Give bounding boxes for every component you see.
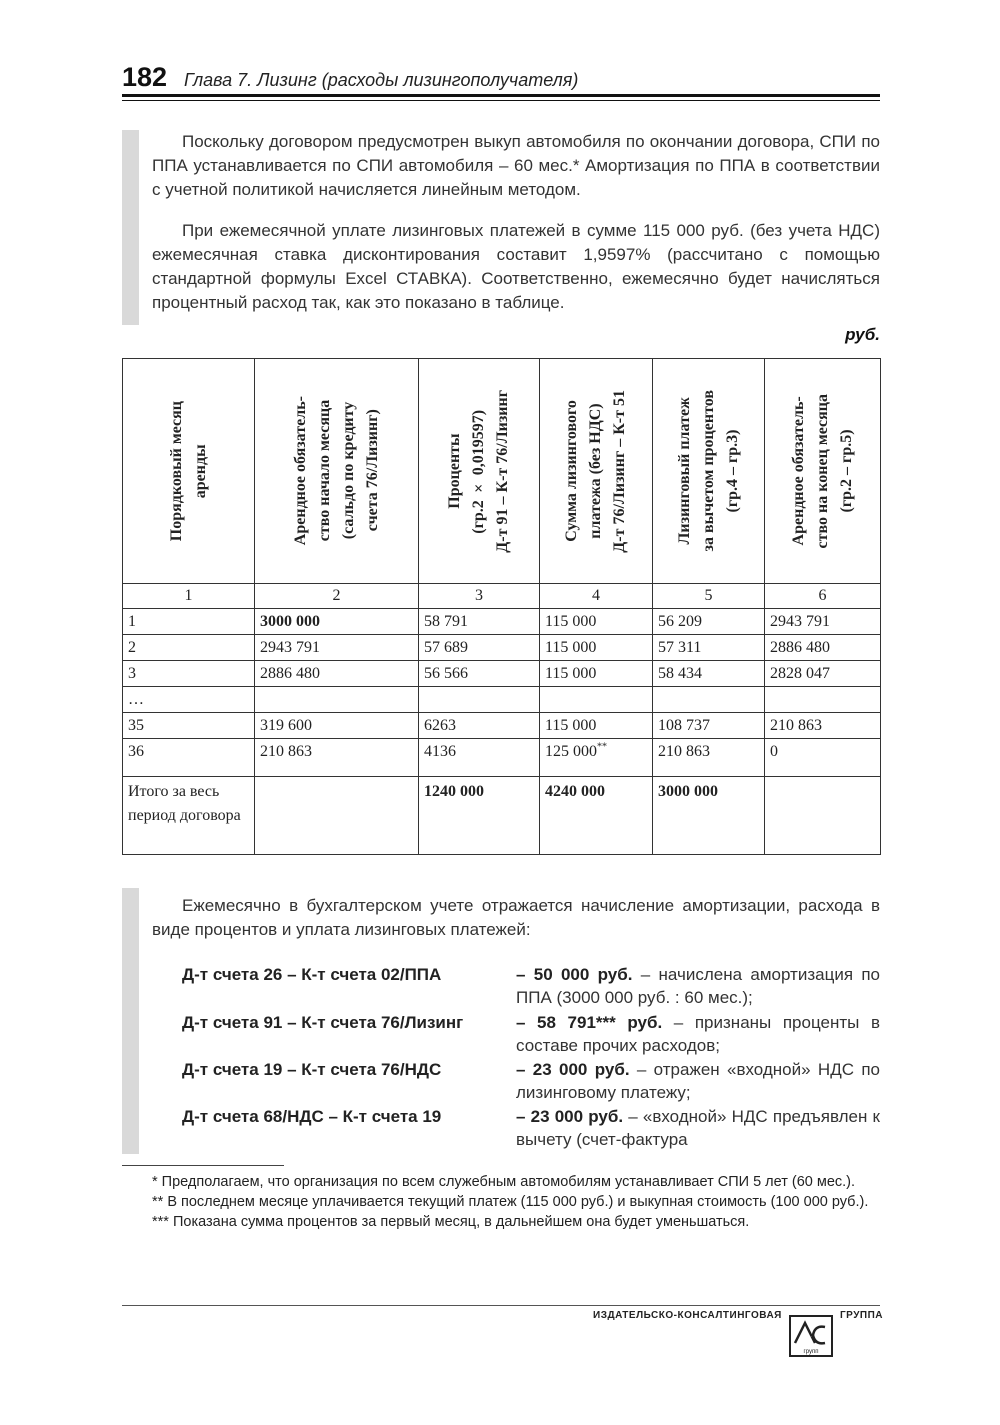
table-cell xyxy=(765,687,881,713)
table-row xyxy=(123,661,881,687)
total-row xyxy=(123,777,881,855)
table-cell: 319 600 xyxy=(255,713,419,739)
footnote-mark: ** xyxy=(597,741,607,753)
table-row xyxy=(123,687,881,713)
table-cell xyxy=(255,777,419,855)
entry-amount: – 50 000 руб. xyxy=(516,965,633,984)
column-number: 4 xyxy=(540,584,653,609)
entry-amount: – 23 000 руб. xyxy=(516,1107,624,1126)
column-number: 3 xyxy=(419,584,540,609)
entry-description xyxy=(516,1105,880,1151)
column-header: Лизинговый платеж за вычетом процентов (гр.4 – гр.3) xyxy=(653,359,765,584)
table-row xyxy=(123,739,881,777)
entry-amount: – 23 000 руб. xyxy=(516,1060,630,1079)
table-cell: 2 xyxy=(123,635,255,661)
table-cell: 57 689 xyxy=(419,635,540,661)
column-header: Порядковый месяц аренды xyxy=(123,359,255,584)
unit-label: руб. xyxy=(845,325,880,344)
publisher-label-right: ГРУППА xyxy=(840,1310,884,1321)
logo-text: АС xyxy=(810,1337,812,1338)
chapter-title: Глава 7. Лизинг (расходы лизингополучателя) xyxy=(184,70,579,90)
table-cell: 36 xyxy=(123,739,255,777)
table-row xyxy=(123,713,881,739)
header-rule-thin xyxy=(122,100,880,101)
column-number: 2 xyxy=(255,584,419,609)
table-cell xyxy=(653,687,765,713)
column-number: 1 xyxy=(123,584,255,609)
column-number: 5 xyxy=(653,584,765,609)
entry-text: – признаны проценты в составе прочих расходов; xyxy=(516,1013,880,1055)
total-cell: 3000 000 xyxy=(653,777,765,855)
entry-text: – «входной» НДС предъявлен к вычету (счет-фактура xyxy=(516,1107,880,1149)
publisher-label-left: ИЗДАТЕЛЬСКО-КОНСАЛТИНГОВАЯ xyxy=(593,1310,782,1321)
table-cell: 210 863 xyxy=(653,739,765,777)
entry-description xyxy=(516,1058,880,1104)
table-row xyxy=(123,609,881,635)
column-header: Арендное обязатель- ство начало месяца (сальдо по кредиту счета 76/Лизинг) xyxy=(255,359,419,584)
entry-description xyxy=(516,963,880,1009)
intro-note xyxy=(122,130,880,325)
entry-account: Д-т счета 68/НДС – К-т счета 19 xyxy=(182,1107,442,1126)
total-cell: 4240 000 xyxy=(540,777,653,855)
entry-text: – начислена амортизация по ППА (3000 000 руб. : 60 мес.); xyxy=(516,965,880,1007)
table-header-row xyxy=(123,359,881,584)
entry-account: Д-т счета 26 – К-т счета 02/ППА xyxy=(182,965,442,984)
table-cell xyxy=(255,687,419,713)
footnote: * Предполагаем, что организация по всем служебным автомобилям устанавливает СПИ 5 лет (60 мес.). xyxy=(152,1174,856,1190)
column-header: Арендное обязатель- ство на конец месяца (гр.2 – гр.5) xyxy=(765,359,881,584)
table-cell: … xyxy=(123,687,255,713)
table-cell: 210 863 xyxy=(765,713,881,739)
intro-paragraph: Поскольку договором предусмотрен выкуп автомобиля по окончании договора, СПИ по ППА устанавливается по СПИ автомобиля – 60 мес.* Амортизация по ППА в соответствии с учетной политикой начисляется линейным методом. xyxy=(152,132,880,199)
table-cell: 115 000 xyxy=(540,713,653,739)
column-header: Проценты (гр.2 × 0,019597) Д-т 91 – К-т 76/Лизинг xyxy=(419,359,540,584)
table-cell: 6263 xyxy=(419,713,540,739)
page-header xyxy=(122,62,880,98)
total-cell: 1240 000 xyxy=(419,777,540,855)
table-cell: 58 791 xyxy=(419,609,540,635)
table-cell xyxy=(419,687,540,713)
table-cell: 56 566 xyxy=(419,661,540,687)
table-cell: 2886 480 xyxy=(255,661,419,687)
table-cell xyxy=(765,777,881,855)
footer-rule xyxy=(122,1305,880,1306)
publisher-logo xyxy=(787,1315,835,1359)
table-cell: 108 737 xyxy=(653,713,765,739)
table-cell: 0 xyxy=(765,739,881,777)
footnote-rule xyxy=(122,1165,284,1166)
entries-intro: Ежемесячно в бухгалтерском учете отражается начисление амортизации, расхода в виде процентов и уплата лизинговых платежей: xyxy=(152,896,880,939)
table-cell: 2943 791 xyxy=(765,609,881,635)
table-cell: 58 434 xyxy=(653,661,765,687)
intro-paragraph: При ежемесячной уплате лизинговых платежей в сумме 115 000 руб. (без учета НДС) ежемесячная ставка дисконтирования составит 1,9597% (рассчитано с помощью стандартной формулы Excel СТАВКА). Соответственно, ежемесячно будет начисляться процентный расход так, как это показано в таблице. xyxy=(152,221,880,312)
entry-description xyxy=(516,1011,880,1057)
column-number: 6 xyxy=(765,584,881,609)
note-sidebar xyxy=(122,888,139,1154)
table-cell: 2943 791 xyxy=(255,635,419,661)
entry-text: – отражен «входной» НДС по лизинговому платежу; xyxy=(516,1060,880,1102)
table-cell: 1 xyxy=(123,609,255,635)
total-label: Итого за весь период договора xyxy=(123,777,255,855)
entry-amount: – 58 791*** руб. xyxy=(516,1013,663,1032)
table-cell xyxy=(540,739,653,777)
header-rule-thick xyxy=(122,94,880,97)
column-header: Сумма лизингового платежа (без НДС) Д-т 76/Лизинг – К-т 51 xyxy=(540,359,653,584)
table-cell: 57 311 xyxy=(653,635,765,661)
footnotes xyxy=(122,1172,880,1232)
entry-account: Д-т счета 91 – К-т счета 76/Лизинг xyxy=(182,1013,464,1032)
footnote: ** В последнем месяце уплачивается текущий платеж (115 000 руб.) и выкупная стоимость (100 000 руб.). xyxy=(152,1194,869,1210)
logo-subtext: групп xyxy=(803,1349,819,1355)
table-cell: 3000 000 xyxy=(255,609,419,635)
table-cell: 2828 047 xyxy=(765,661,881,687)
table-cell: 115 000 xyxy=(540,609,653,635)
entry-account: Д-т счета 19 – К-т счета 76/НДС xyxy=(182,1060,442,1079)
table-cell: 115 000 xyxy=(540,635,653,661)
table-row xyxy=(123,635,881,661)
intro-text xyxy=(152,130,880,315)
entries-intro-text xyxy=(152,894,880,942)
table-cell: 35 xyxy=(123,713,255,739)
page-number: 182 xyxy=(122,62,168,92)
table-cell xyxy=(540,687,653,713)
table-cell: 3 xyxy=(123,661,255,687)
note-sidebar xyxy=(122,130,139,325)
table-cell: 115 000 xyxy=(540,661,653,687)
table-cell: 4136 xyxy=(419,739,540,777)
column-number-row xyxy=(123,584,881,609)
table-cell: 56 209 xyxy=(653,609,765,635)
leasing-table xyxy=(122,358,881,855)
cell-value: 125 000 xyxy=(545,743,597,760)
table-cell: 2886 480 xyxy=(765,635,881,661)
footnote: *** Показана сумма процентов за первый месяц, в дальнейшем она будет уменьшаться. xyxy=(152,1214,750,1230)
table-cell: 210 863 xyxy=(255,739,419,777)
